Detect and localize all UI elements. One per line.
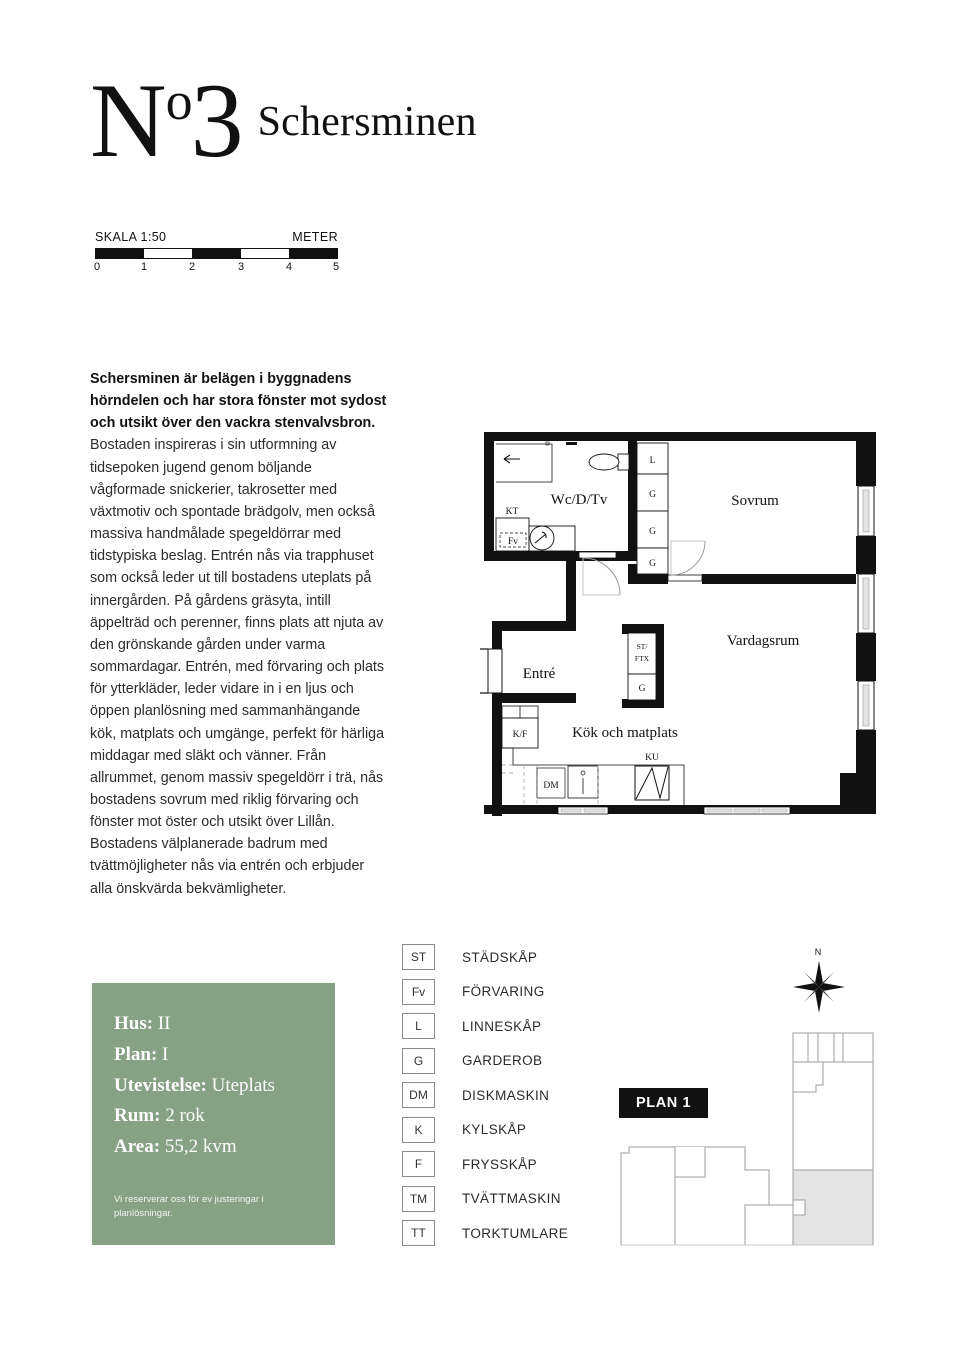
info-label-plan: Plan: bbox=[114, 1043, 158, 1065]
plan-badge: PLAN 1 bbox=[619, 1088, 708, 1118]
stove-label: KU bbox=[645, 753, 659, 763]
scale-tick: 0 bbox=[93, 261, 101, 273]
closet-label-g2: G bbox=[649, 527, 656, 537]
compass-icon bbox=[793, 947, 845, 1013]
legend-code: ST bbox=[402, 944, 435, 970]
info-label-utevistelse: Utevistelse: bbox=[114, 1074, 207, 1096]
description-block bbox=[90, 368, 388, 900]
scale-bar-graphic bbox=[95, 248, 338, 259]
unit-info-box bbox=[92, 983, 335, 1245]
info-row-hus bbox=[114, 1009, 313, 1040]
legend-label: KYLSKÅP bbox=[462, 1122, 527, 1138]
floor-plan bbox=[480, 428, 880, 818]
scale-tick-row bbox=[95, 261, 338, 277]
st-ftx-closet bbox=[628, 633, 656, 700]
toilet-icon bbox=[589, 454, 629, 470]
legend-code: TT bbox=[402, 1220, 435, 1246]
page-title: Schersminen bbox=[257, 99, 477, 145]
description-body: Bostaden inspireras i sin utformning av tidsepoken jugend genom böljande vågformade snickerier, takrosetter med växtmotiv och spontade brädgolv, men också massiva handmålade spegeldörrar med tidstypiska beslag. Entrén nås via trapphuset som också leder ut till bostadens uteplats på innergården. På gårdens gräsyta, intill äppelträd och perenner, finns plats att njuta av den grönskande gården under varma sommardagar. Entrén, med förvaring och plats för ytterkläder, leder vidare in i en ljus och öppen planlösning med sammanhängande kök, matplats och umgänge, perfekt för härliga middagar med släkt och vänner. Från allrummet, genom massiv spegeldörr i trä, nås bostadens sovrum med riklig förvaring och fönster mot öster och utsikt över Lillån. Bostadens välplanerade badrum med tvättmöjligheter nås via entrén och erbjuder alla önskvärda bekvämligheter. bbox=[90, 437, 385, 897]
highlighted-unit bbox=[793, 1170, 873, 1245]
info-value-hus: II bbox=[157, 1013, 171, 1034]
info-row-plan bbox=[114, 1040, 313, 1071]
legend-item-k bbox=[402, 1113, 568, 1148]
legend-label: FÖRVARING bbox=[462, 984, 545, 1000]
legend-list bbox=[402, 940, 568, 1251]
info-row-area bbox=[114, 1132, 313, 1163]
legend-code: DM bbox=[402, 1082, 435, 1108]
east-windows bbox=[858, 486, 874, 730]
scale-tick: 2 bbox=[188, 261, 196, 273]
scale-segment bbox=[290, 249, 337, 258]
scale-bar-header bbox=[95, 230, 338, 244]
scale-tick: 1 bbox=[140, 261, 148, 273]
closet-label-linen: L bbox=[649, 456, 656, 466]
scale-tick: 4 bbox=[285, 261, 293, 273]
st-ftx-label-line1: ST/ bbox=[636, 642, 648, 651]
scale-segment bbox=[144, 249, 192, 258]
info-value-plan: I bbox=[162, 1043, 169, 1065]
info-disclaimer: Vi reserverar oss för ev justeringar i planlösningar. bbox=[114, 1194, 264, 1220]
room-label-bedroom: Sovrum bbox=[731, 493, 779, 509]
closet-label-g3: G bbox=[649, 559, 656, 569]
legend-item-l bbox=[402, 1009, 568, 1044]
legend-code: G bbox=[402, 1048, 435, 1074]
scale-segment bbox=[193, 249, 241, 258]
scale-tick: 5 bbox=[332, 261, 340, 273]
info-label-hus: Hus: bbox=[114, 1013, 154, 1034]
unit-number-prefix: N bbox=[90, 62, 166, 179]
key-plan bbox=[605, 925, 895, 1260]
dishwasher-label: DM bbox=[543, 781, 559, 791]
legend-label: TVÄTTMASKIN bbox=[462, 1191, 561, 1207]
legend-label: GARDEROB bbox=[462, 1053, 543, 1069]
unit-number bbox=[90, 62, 240, 179]
legend-label: TORKTUMLARE bbox=[462, 1225, 569, 1241]
legend-code: L bbox=[402, 1013, 435, 1039]
scale-label: SKALA 1:50 bbox=[95, 230, 167, 244]
info-row-rum bbox=[114, 1101, 313, 1132]
compass-north-label: N bbox=[814, 947, 822, 957]
info-row-utevistelse bbox=[114, 1071, 313, 1102]
room-label-living: Vardagsrum bbox=[726, 633, 800, 649]
closet-column bbox=[637, 443, 668, 574]
legend-code: K bbox=[402, 1117, 435, 1143]
description-lead: Schersminen är belägen i byggnadens hörndelen och har stora fönster mot sydost och utsikt över den vackra stenvalvsbron. bbox=[90, 371, 387, 432]
fv-label: Fv bbox=[507, 537, 519, 547]
entry-door bbox=[480, 649, 502, 693]
legend-item-g bbox=[402, 1044, 568, 1079]
room-label-kitchen: Kök och matplats bbox=[572, 725, 678, 741]
unit-number-value: 3 bbox=[190, 62, 240, 179]
closet-label-g1: G bbox=[649, 490, 656, 500]
description-text bbox=[90, 368, 388, 900]
room-label-entry: Entré bbox=[522, 666, 556, 682]
closet-label-g4: G bbox=[638, 684, 646, 694]
legend-item-tm bbox=[402, 1182, 568, 1217]
info-label-rum: Rum: bbox=[114, 1105, 161, 1127]
legend-label: DISKMASKIN bbox=[462, 1087, 550, 1103]
legend-label: STÄDSKÅP bbox=[462, 949, 538, 965]
scale-segment bbox=[96, 249, 144, 258]
legend-label: FRYSSKÅP bbox=[462, 1156, 537, 1172]
scale-unit: METER bbox=[292, 230, 338, 244]
info-value-rum: 2 rok bbox=[165, 1105, 205, 1127]
fridge-label: K/F bbox=[512, 730, 528, 740]
unit-number-ordinal: o bbox=[165, 71, 191, 131]
info-label-area: Area: bbox=[114, 1136, 161, 1158]
legend-item-st bbox=[402, 940, 568, 975]
legend-item-f bbox=[402, 1147, 568, 1182]
kt-label: KT bbox=[505, 507, 519, 517]
st-ftx-label-line2: FTX bbox=[634, 654, 650, 663]
legend-item-dm bbox=[402, 1078, 568, 1113]
page-header bbox=[90, 62, 477, 179]
legend-item-fv bbox=[402, 975, 568, 1010]
legend-item-tt bbox=[402, 1216, 568, 1251]
floor-plan-svg bbox=[480, 428, 880, 818]
info-value-area: 55,2 kvm bbox=[164, 1136, 237, 1158]
info-value-utevistelse: Uteplats bbox=[211, 1074, 275, 1096]
legend-code: TM bbox=[402, 1186, 435, 1212]
legend-label: LINNESKÅP bbox=[462, 1018, 542, 1034]
legend-code: F bbox=[402, 1151, 435, 1177]
scale-segment bbox=[241, 249, 289, 258]
scale-tick: 3 bbox=[237, 261, 245, 273]
scale-bar bbox=[95, 230, 338, 277]
legend-code: Fv bbox=[402, 979, 435, 1005]
room-label-bathroom: Wc/D/Tv bbox=[550, 492, 608, 508]
